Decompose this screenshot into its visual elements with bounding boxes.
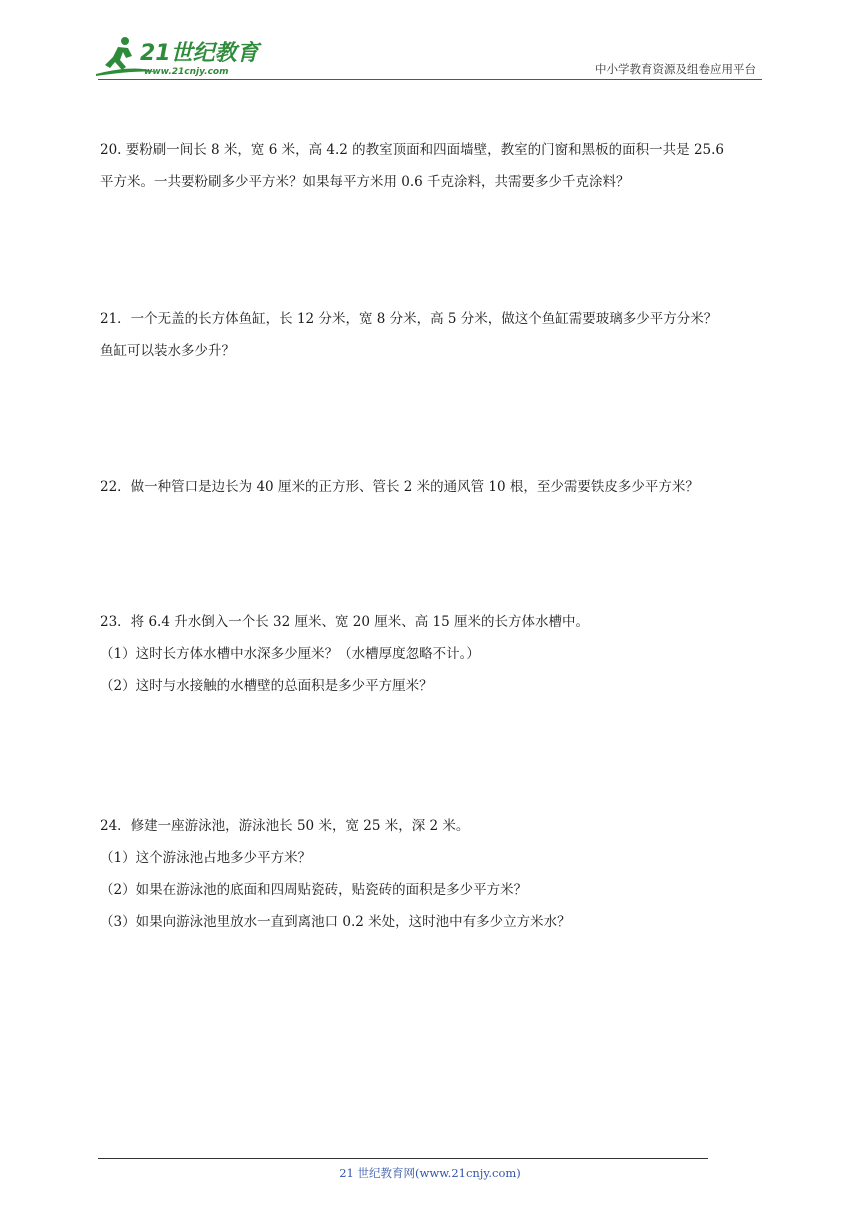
logo-text: 21世纪教育 <box>140 41 259 66</box>
question-line: 平方米。一共要粉刷多少平方米？如果每平方米用 0.6 千克涂料，共需要多少千克涂料？ <box>100 174 630 190</box>
question-21 <box>100 303 770 367</box>
logo-url: www.21cnjy.com <box>144 67 229 77</box>
sub-question: （3）如果向游泳池里放水一直到离池口 0.2 米处，这时池中有多少立方米水？ <box>100 914 571 930</box>
page-header <box>0 0 860 82</box>
question-24 <box>100 810 770 938</box>
sub-question: （2）如果在游泳池的底面和四周贴瓷砖，贴瓷砖的面积是多少平方米？ <box>100 882 528 898</box>
logo <box>96 34 266 80</box>
question-line: 22．做一种管口是边长为 40 厘米的正方形、管长 2 米的通风管 10 根，至少需要铁皮多少平方米？ <box>100 479 699 495</box>
footer-text: 21 世纪教育网(www.21cnjy.com) <box>339 1166 521 1180</box>
header-divider <box>98 79 762 80</box>
sub-question: （1）这个游泳池占地多少平方米？ <box>100 850 312 866</box>
question-line: 20. 要粉刷一间长 8 米，宽 6 米，高 4.2 的教室顶面和四面墙壁，教室的门窗和黑板的面积一共是 25.6 <box>100 142 725 158</box>
question-20 <box>100 134 770 198</box>
sub-question: （1）这时长方体水槽中水深多少厘米？（水槽厚度忽略不计。） <box>100 646 480 662</box>
sub-question: （2）这时与水接触的水槽壁的总面积是多少平方厘米？ <box>100 678 433 694</box>
question-line: 21．一个无盖的长方体鱼缸，长 12 分米，宽 8 分米，高 5 分米，做这个鱼缸需要玻璃多少平方分米？ <box>100 311 718 327</box>
question-line: 23．将 6.4 升水倒入一个长 32 厘米、宽 20 厘米、高 15 厘米的长方体水槽中。 <box>100 614 590 630</box>
question-23 <box>100 606 770 702</box>
footer-divider <box>98 1158 708 1159</box>
question-line: 鱼缸可以装水多少升？ <box>100 343 235 359</box>
question-line: 24．修建一座游泳池，游泳池长 50 米，宽 25 米，深 2 米。 <box>100 818 470 834</box>
question-22 <box>100 471 770 503</box>
platform-name: 中小学教育资源及组卷应用平台 <box>595 62 756 76</box>
